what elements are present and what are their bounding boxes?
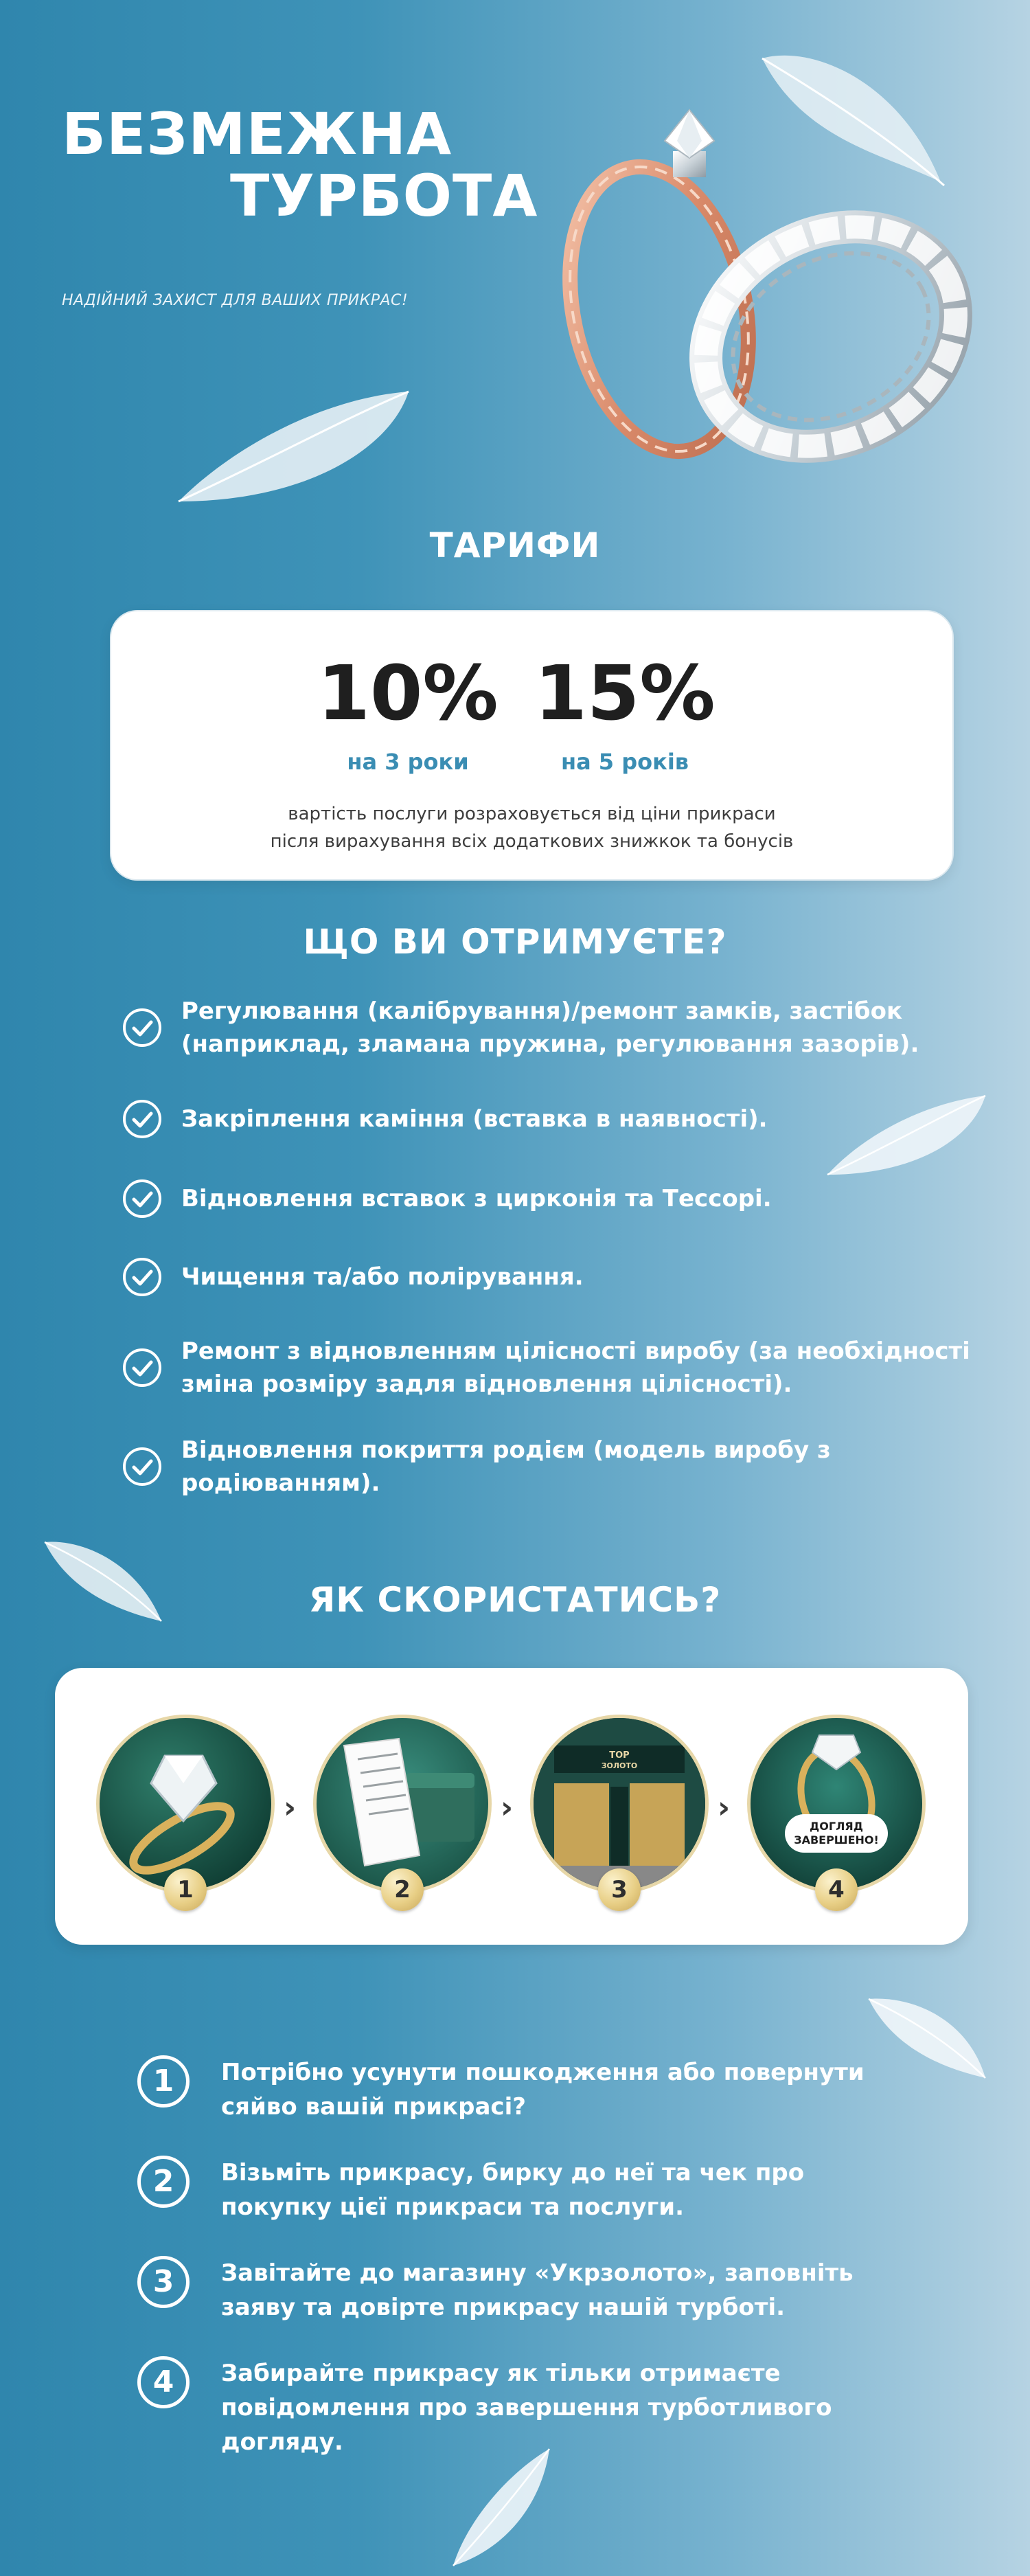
steps-card: [55, 1668, 968, 1945]
instruction-line: заяву та довірте прикрасу нашій турботі.: [221, 2294, 786, 2321]
hero-title-line1: БЕЗМЕЖНА: [62, 100, 453, 168]
benefit-text: [181, 1335, 970, 1401]
pricing-note-line2: після вирахування всіх додаткових знижкок та бонусів: [270, 831, 794, 852]
rings-image: [522, 103, 989, 488]
care-complete-badge: [785, 1814, 888, 1853]
instruction-line: покупку цієї прикраси та послуги.: [221, 2193, 685, 2221]
check-circle-icon: [122, 1099, 162, 1139]
feather-icon: [446, 2445, 556, 2569]
instruction-text: [221, 2356, 832, 2459]
store-image: [534, 1718, 705, 1890]
step-1-image: [96, 1715, 275, 1893]
step-number-badge: 3: [598, 1868, 641, 1911]
benefit-line: Регулювання (калібрування)/ремонт замків, застібок: [181, 997, 903, 1025]
pricing-note: [111, 800, 952, 855]
benefit-item: [122, 1257, 974, 1297]
rate-3-years: 10%: [317, 649, 499, 737]
rate-5-years: 15%: [534, 649, 716, 737]
benefit-item: [122, 1099, 974, 1139]
store-sign-line2: ЗОЛОТО: [601, 1761, 638, 1770]
care-complete-line1: ДОГЛЯД: [810, 1820, 863, 1833]
step-number-badge: 4: [815, 1868, 858, 1911]
instruction-item: [137, 2256, 893, 2325]
instruction-line: повідомлення про завершення турботливого: [221, 2394, 832, 2421]
instruction-text: [221, 2055, 865, 2124]
instruction-line: догляду.: [221, 2428, 343, 2456]
step-3-image: [530, 1715, 709, 1893]
check-circle-icon: [122, 1447, 162, 1487]
care-complete-line2: ЗАВЕРШЕНО!: [794, 1833, 879, 1846]
benefit-line: Ремонт з відновленням цілісності виробу (за необхідності: [181, 1337, 970, 1365]
benefit-text: Відновлення вставок з цирконія та Тессорі.: [181, 1185, 772, 1212]
benefit-line: родіюванням).: [181, 1469, 380, 1497]
benefit-line: (наприклад, зламана пружина, регулювання зазорів).: [181, 1030, 919, 1058]
check-circle-icon: [122, 1179, 162, 1219]
instruction-line: сяйво вашій прикрасі?: [221, 2093, 526, 2121]
step-4-image: [747, 1715, 926, 1893]
store-sign-line1: TOP: [609, 1750, 630, 1761]
receipt-image: [317, 1718, 488, 1890]
instruction-number: 3: [137, 2256, 190, 2308]
instruction-line: Візьміть прикрасу, бирку до неї та чек про: [221, 2159, 805, 2187]
instruction-line: Завітайте до магазину «Укрзолото», заповніть: [221, 2259, 854, 2287]
tariffs-title: ТАРИФИ: [429, 526, 601, 565]
ring-image: [751, 1718, 922, 1890]
benefit-text: [181, 1434, 831, 1500]
step-number-badge: 2: [381, 1868, 424, 1911]
instruction-line: Забирайте прикрасу як тільки отримаєте: [221, 2360, 781, 2387]
benefit-text: [181, 995, 919, 1061]
how-title: ЯК СКОРИСТАТИСЬ?: [308, 1580, 722, 1620]
hero-title-line2: ТУРБОТА: [230, 162, 538, 229]
benefit-item: [122, 1434, 974, 1500]
instruction-text: [221, 2256, 854, 2325]
feather-icon: [172, 385, 419, 508]
check-circle-icon: [122, 1008, 162, 1048]
period-5-years: на 5 років: [560, 749, 689, 775]
instruction-item: [137, 2055, 893, 2124]
benefit-item: [122, 1179, 974, 1219]
hero-subtitle: НАДІЙНИЙ ЗАХИСТ ДЛЯ ВАШИХ ПРИКРАС!: [62, 292, 409, 309]
hero-title: [62, 100, 538, 229]
arrow-icon: ›: [284, 1790, 297, 1825]
pricing-note-line1: вартість послуги розраховується від ціни прикраси: [288, 804, 776, 824]
period-3-years: на 3 роки: [347, 749, 469, 775]
ring-image: [100, 1718, 271, 1890]
benefit-text: Закріплення каміння (вставка в наявності).: [181, 1105, 768, 1133]
benefits-title: ЩО ВИ ОТРИМУЄТЕ?: [303, 922, 727, 962]
arrow-icon: ›: [501, 1790, 514, 1825]
instruction-item: [137, 2156, 893, 2224]
instruction-text: [221, 2156, 804, 2224]
benefit-line: зміна розміру задля відновлення цілісності).: [181, 1370, 792, 1398]
step-2-image: [313, 1715, 492, 1893]
instruction-number: 2: [137, 2156, 190, 2208]
instruction-number: 1: [137, 2055, 190, 2108]
benefit-item: [122, 995, 974, 1061]
check-circle-icon: [122, 1348, 162, 1388]
check-circle-icon: [122, 1257, 162, 1297]
benefit-text: Чищення та/або полірування.: [181, 1263, 584, 1291]
arrow-icon: ›: [718, 1790, 731, 1825]
instruction-line: Потрібно усунути пошкодження або повернути: [221, 2059, 865, 2086]
instruction-number: 4: [137, 2356, 190, 2408]
benefit-item: [122, 1335, 974, 1401]
instruction-item: [137, 2356, 893, 2459]
pricing-card: [110, 610, 954, 881]
step-number-badge: 1: [164, 1868, 207, 1911]
benefit-line: Відновлення покриття родієм (модель виробу з: [181, 1436, 831, 1464]
